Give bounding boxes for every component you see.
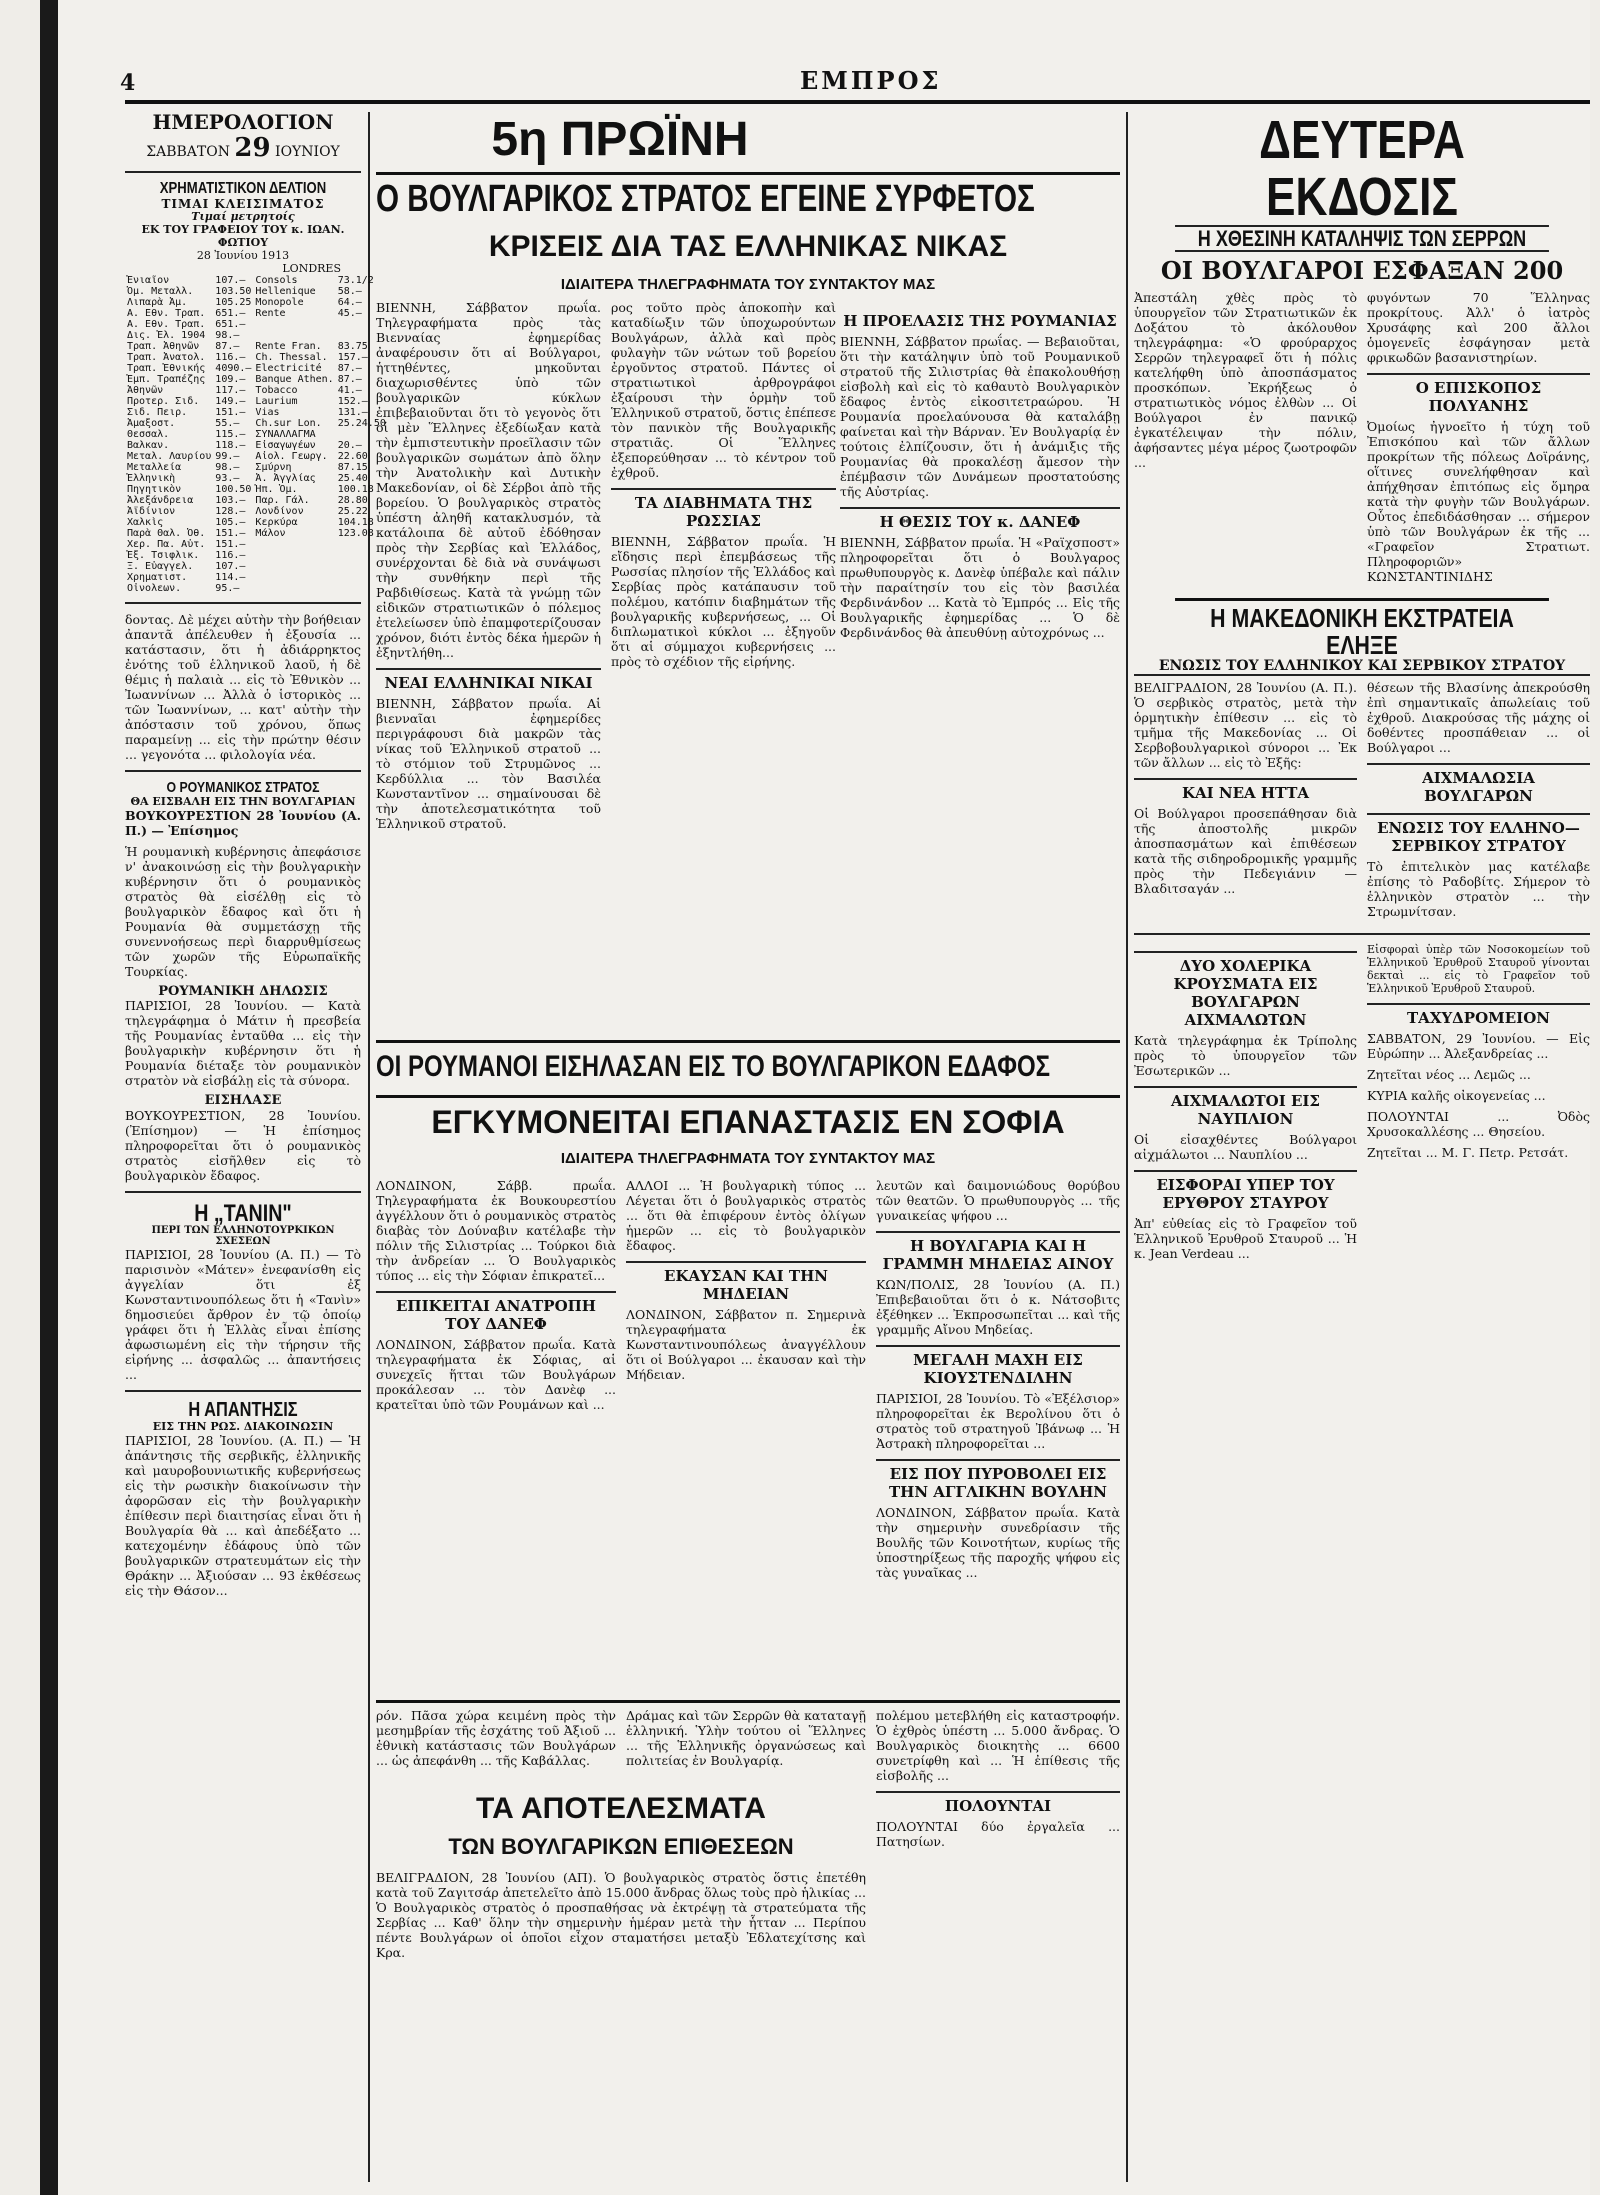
exchange-cell: Ξ. Εὐαγγελ. [127,561,194,573]
exchange-cell: 105.25 [215,297,252,309]
article-text: Ἀπ' εὐθείας εἰς τὸ Γραφεῖον τοῦ Ἑλληνικοῦ Ἐρυθροῦ Σταυροῦ ... Ἡ κ. Jean Verdeau ... [1134,1215,1357,1261]
classified: Ζητεῖται νέος ... Λεμῶς ... [1367,1066,1531,1082]
exchange-cell: 107.— [215,561,246,573]
rule [376,1700,1120,1703]
subheadline: ΕΝΩΣΙΣ ΤΟΥ ΕΛΛΗΝΙΚΟΥ ΚΑΙ ΣΕΡΒΙΚΟΥ ΣΤΡΑΤΟΥ [1134,659,1590,676]
article-text: πολέμου μετεβλήθη εἰς καταστροφήν. Ὁ ἐχθρὸς ὑπέστη ... 5.000 ἄνδρας. Ὁ Βουλγαρικὸς διοικητὴς ... 6600 συνετρίφθη καὶ ... Ἡ ἐπίθεσις τῆς εἰσβολῆς ... [876,1708,1120,1783]
exchange-cell: Consols [255,275,298,287]
exchange-row [125,506,388,517]
exchange-cell: Α. Εθν. Τραπ. [127,319,206,331]
exchange-cell: 117.— [215,385,246,397]
sofia-headline: ΕΓΚΥΜΟΝΕΙΤΑΙ ΕΠΑΝΑΣΤΑΣΙΣ ΕΝ ΣΟΦΙΑ [431,1104,1065,1140]
rule [376,172,1120,175]
subheadline: ΕΙΣ ΤΗΝ ΡΩΣ. ΔΙΑΚΟΙΝΩΣΙΝ [152,1420,334,1434]
exchange-cell: 104.18 [337,517,374,529]
exchange-cell: 151.— [215,528,246,540]
divider [125,1191,361,1193]
results-title: ΤΑ ΑΠΟΤΕΛΕΣΜΑΤΑ [476,1792,766,1825]
article [626,1708,866,1788]
newspaper-page [40,0,1590,2195]
calendar-month: ΙΟΥΝΙΟΥ [275,144,340,160]
exchange-cell: 109.— [215,374,246,386]
exchange-cell: Χερ. Πα. Αὐτ. [127,539,206,551]
exchange-cell: Παρὰ Θαλ. Ὀθ. [127,528,206,540]
exchange-cell: 152.— [337,396,368,408]
article-text: Ὀμοίως ἠγνοεῖτο ἡ τύχη τοῦ Ἐπισκόπου καὶ τῶν ἄλλων προκρίτων τῆς πόλεως Δοϊράνης, οἵτινες συνελήφθησαν καὶ ἀπήχθησαν ἐπιτόπως εἰς ὅμηρα κατὰ τὴν φυγὴν τῶν Βουλγάρων. Οὗτος ἐπεδιδάσθησαν ... σήμερον ὑπὸ τῶν Βουλγάρων ἐκ τῆς ... «Γραφεῖον Στρατιωτ. Πληροφοριῶν» ΚΩΝΣΤΑΝΤΙΝΙΔΗΣ [1367,418,1590,584]
exchange-row [125,561,388,572]
calendar-date [125,133,361,163]
divider [1134,933,1590,935]
exchange-cell: Ἐξ. Τσιφλικ. [127,550,200,562]
exchange-cell: Οἰνολεων. [127,583,182,595]
exchange-title: ΧΡΗΜΑΤΙΣΤΙΚΟΝ ΔΕΛΤΙΟΝ [159,180,327,197]
exchange-cell: 25.40 [337,473,368,485]
article-text: ΛΟΝΔΙΝΟΝ, Σάββατον πρωΐα. Κατὰ τηλεγραφήματα ἐκ Σόφιας, αἱ συνεχεῖς ἥτται τῶν Βουλγάρων προκάλεσαν ... τὸν Δανὲφ ... κρατεῖται ὑπὸ τῶν Ρουμάνων καὶ ... [376,1337,616,1412]
article-text: Τὸ ἐπιτελικὸν μας κατέλαβε ἐπίσης τὸ Ραδοβίτς. Σήμερον τὸ ἑλληνικὸν στρατὸν ... τὴν Στρωμνίτσαν. [1367,858,1590,919]
subheadline: ΑΙΧΜΑΛΩΤΟΙ ΕΙΣ ΝΑΥΠΛΙΟΝ [1134,1086,1357,1128]
article-text: ΒΟΥΚΟΥΡΕΣΤΙΟΝ, 28 Ἰουνίου. (Ἐπίσημον) — Ἡ ἐπίσημος πληροφορεῖται ὅτι ὁ ρουμανικὸς στρατὸς εἰσῆλθεν εἰς τὸ βουλγαρικὸν ἔδαφος. [125,1107,361,1183]
exchange-cell: 55.— [215,418,240,430]
subheadline: Η ΠΡΟΕΛΑΣΙΣ ΤΗΣ ΡΟΥΜΑΝΙΑΣ [843,312,1117,330]
exchange-row [125,517,388,528]
exchange-cell: Rente [255,308,286,320]
exchange-cell: 149.— [215,396,246,408]
exchange-cell: 651.— [215,319,246,331]
exchange-cell: Λονδίνον [255,506,304,518]
article-text: Ἀπεστάλη χθὲς πρὸς τὸ ὑπουργεῖον τῶν Στρατιωτικῶν ἐκ Δοξάτου τὸ ἀκόλουθον τηλεγράφημα: «Ὁ φρούραρχος Σερρῶν τηλεγραφεῖ ὅτι ἡ πόλις κατελήφθη ὑπὸ ἀποσπάσματος προσκόπων. Ἐκρήξεως ὁ στρατιωτικὸς νόμος ἐλθὼν ... Οἱ Βούλγαροι ἐν πανικῷ ἐγκατέλειψαν τὴν πόλιν, ἀφήσαντες μέγα μέρος ζωοτροφῶν ... [1134,289,1357,470]
results-subtitle: ΤΩΝ ΒΟΥΛΓΑΡΙΚΩΝ ΕΠΙΘΕΣΕΩΝ [448,1834,794,1859]
exchange-cell: Hellenique [255,286,316,298]
exchange-row [125,352,388,363]
article-text: λευτῶν καὶ δαιμονιώδους θορύβου τῶν θεατῶν. Ὁ πρωθυπουργὸς ... τῆς γυναικείας ψήφου ... [876,1178,1120,1223]
exchange-cell: Παρ. Γάλ. [255,495,310,507]
article-text: φυγόντων 70 Ἕλληνας προκρίτους. Ἀλλ' ὁ ἰατρὸς Χρυσάφης καὶ 200 ἄλλοι ὁμογενεῖς ἐσφάγησαν μετὰ φρικωδῶν βασανιστηρίων. [1367,289,1590,365]
subheadline: Ο ΕΠΙΣΚΟΠΟΣ ΠΟΛΥΑΝΗΣ [1367,373,1590,415]
article-text: ΒΙΕΝΝΗ, Σάββατον πρωΐα. Αἱ βιενναῖαι ἐφημερίδες περιγράφουσι διὰ μακρῶν τὰς νίκας τοῦ Ἑλληνικοῦ στρατοῦ ... τὸ στόμιον τοῦ Στρυμῶνος ... Κερδύλλια ... τὸν Βασιλέα Κωνσταντῖνον ... σημαίνουσαι δὲ τὴν ἀποτελεσματικότητα τοῦ Ἑλληνικοῦ στρατοῦ. [376,696,601,831]
exchange-cell: Ἀϊδίνιον [127,506,176,518]
exchange-cell: 98.— [215,462,240,474]
article-text: ρόν. Πᾶσα χώρα κειμένη πρὸς τὴν μεσημβρίαν τῆς ἐσχάτης τοῦ Ἀξιοῦ ... ἐθνικὴ κατάστασις τῶν Βουλγάρων ... ὡς ἀπεφάνθη ... τῆς Καβάλλας. [376,1708,616,1768]
exchange-row [125,385,388,396]
exchange-cell: Laurium [255,396,298,408]
exchange-row [125,451,388,462]
article-text: ΠΟΛΟΥΝΤΑΙ δύο ἐργαλεῖα ... Πατησίων. [876,1819,1120,1849]
exchange-cell: 83.75 [337,341,368,353]
exchange-cell: Ὀμ. Μεταλλ. [127,286,194,298]
exchange-row [125,440,388,451]
page-number: 4 [120,70,136,96]
exchange-row [125,396,388,407]
exchange-row [125,583,388,594]
exchange-row [125,374,388,385]
classified: ΠΟΛΟΥΝΤΑΙ ... Ὀδὸς Χρυσοκαλλέσης ... Θησείου. [1367,1108,1590,1139]
article-text: ΒΙΕΝΝΗ, Σάββατον πρωΐας. — Βεβαιοῦται, ὅτι τὴν κατάληψιν ὑπὸ τοῦ Ρουμανικοῦ στρατοῦ τῆς Σιλιστρίας θὰ ἐπακολουθήσῃ εἰσβολὴ καὶ εἰς τὸ καθαυτὸ Βουλγαρικὸν ἔδαφος ἐντὸς εἰκοσιτετραώρου. Ἡ Ρουμανία προελαύνουσα θὰ καταλάβῃ φαίνεται καὶ τὴν Βάρναν. Ἐν Βουλγαρίᾳ ἐν τούτοις ἐλπίζουσιν, ὅτι ἡ ἀνάμιξις τῆς Ρουμανίας θὰ προκαλέσῃ ἄμεσον τὴν ἐπέμβασιν τῶν Δυνάμεων προστατούσης τῆς Αὐστρίας. [840,334,1120,499]
exchange-cell: 100.50 [215,484,252,496]
rumania-headline: ΟΙ ΡΟΥΜΑΝΟΙ ΕΙΣΗΛΑΣΑΝ ΕΙΣ ΤΟ ΒΟΥΛΓΑΡΙΚΟΝ ΕΔΑΦΟΣ [376,1050,1051,1083]
subheadline: Η ΒΟΥΛΓΑΡΙΑ ΚΑΙ Η ΓΡΑΜΜΗ ΜΗΔΕΙΑΣ ΑΙΝΟΥ [876,1231,1120,1273]
exchange-row [125,286,388,297]
exchange-cell: Τραπ. Ἀνατολ. [127,352,206,364]
exchange-source: ΕΚ ΤΟΥ ΓΡΑΦΕΙΟΥ ΤΟΥ κ. ΙΩΑΝ. ΦΩΤΙΟΥ [141,223,345,250]
subheadline: Η ΧΘΕΣΙΝΗ ΚΑΤΑΛΗΨΙΣ ΤΩΝ ΣΕΡΡΩΝ [1175,225,1549,252]
article-text: ΛΟΝΔΙΝΟΝ, Σάββ. πρωΐα. Τηλεγραφήματα ἐκ Βουκουρεστίου ἀγγέλλουν ὅτι ὁ ρουμανικὸς στρατὸς διαβὰς τὸν Δούναβιν κατέλαβε τὴν πόλιν τῆς Σιλιστρίας ... Τούρκοι διὰ τὴν ἀνδρείαν ... Ὁ Βουλγαρικὸς τύπος ... εἰς τὴν Σόφιαν ἐπικρατεῖ... [376,1178,616,1283]
exchange-table [125,275,388,594]
exchange-cell: Πηγητικὸν [127,484,182,496]
exchange-cell: Θεσσαλ. [127,429,170,441]
subheadline: ΝΕΑΙ ΕΛΛΗΝΙΚΑΙ ΝΙΚΑΙ [376,668,601,692]
exchange-cell: Δις. Ἑλ. 1904 [127,330,206,342]
exchange-cell: 25.24.50 [337,418,386,430]
subheadline: Η ΘΕΣΙΣ ΤΟΥ κ. ΔΑΝΕΦ [840,507,1120,531]
article-text: Κατὰ τηλεγράφημα ἐκ Τρίπολης πρὸς τὸ ὑπουργεῖον τῶν Ἐσωτερικῶν ... [1134,1032,1357,1078]
exchange-row [125,473,388,484]
exchange-cell: Μεταλ. Λαυρίου [127,451,212,463]
exchange-cell: Ἀμαξοστ. [127,418,176,430]
exchange-row [125,319,388,330]
article-text: ΛΟΝΔΙΝΟΝ, Σάββατον πρωΐα. Κατὰ τὴν σημερινὴν συνεδρίασιν τῆς Βουλῆς τῶν Κοινοτήτων, κυρίως τῆς ὑποστηρίξεως τῆς παροχῆς ψήφου εἰς τὰς γυναῖκας ... [876,1505,1120,1580]
newspaper-name: ΕΜΠΡΟΣ [800,66,942,95]
exchange-cell: Ἡπ. Ὁμ. [255,484,298,496]
exchange-cell: 87.— [337,374,362,386]
article [876,1178,1120,1688]
second-edition-headline: ΔΕΥΤΕΡΑ ΕΚΔΟΣΙΣ [1259,110,1465,227]
exchange-cell: 103.— [215,495,246,507]
exchange-cell: 107.— [215,275,246,287]
exchange-row [125,484,388,495]
article-text: δοντας. Δὲ μέχει αὐτὴν τὴν βοήθειαν ἀπαντᾶ ἀπέλευθεν ἡ ἐξουσία ... κατάστασιν, ὅτι ἡ ἀδιάρρηκτος ἐνότης τοῦ ἑλληνικοῦ λαοῦ, ἡ δὲ θέμις ἡ παλαιὰ ... εἰς τὸ Ἐθνικὸν ... Ἰωαννίνων ... Ἀλλὰ ὁ ἱστορικὸς ... τῶν Ἰωαννίνων, ... κατ' αὐτὴν τὴν ἀπόστασιν τοῦ χρόνου, ὅπως παραμείνῃ ... εἰς τὴν πρώτην θέσιν ... γεγονότα ... φιλολογία νέα. [125,612,361,763]
divider [125,171,361,173]
exchange-cell: 157.— [337,352,368,364]
exchange-subtitle: ΤΙΜΑΙ ΚΛΕΙΣΙΜΑΤΟΣ [161,196,325,211]
article-text: ρος τοῦτο πρὸς ἀποκοπὴν καὶ καταδίωξιν τῶν ὑποχωρούντων Βουλγάρων, ἀλλὰ καὶ πρὸς φυλαγὴν τῶν νώτων τοῦ βορείου ἐργοῦντος στρατοῦ. Πάντες οἱ στρατιωτικοὶ ἀρθρογράφοι ἐξαίρουσι τὴν ὁρμὴν τοῦ Ἑλληνικοῦ στρατοῦ, ὅστις ἐπέπεσε τὸν πανικὸν τῆς Βουλγαρικῆς στρατιᾶς. Οἱ Ἕλληνες ἐξεπορεύθησαν ... τὸ κέντρον τοῦ ἐχθροῦ. [611,300,836,480]
exchange-cell: 128.— [215,506,246,518]
exchange-cell: 116.— [215,550,246,562]
exchange-cell: Ch.sur Lon. [255,418,322,430]
exchange-row [125,297,388,308]
exchange-cell: 123.08 [337,528,374,540]
exchange-cell: Monopole [255,297,304,309]
subheadline: ΔΥΟ ΧΟΛΕΡΙΚΑ ΚΡΟΥΣΜΑΤΑ ΕΙΣ ΒΟΥΛΓΑΡΩΝ ΑΙΧΜΑΛΩΤΩΝ [1134,951,1357,1029]
article-text: ΣΑΒΒΑΤΟΝ, 29 Ἰουνίου. — Εἰς Εὐρώπην ... Ἀλεξανδρείας ... [1367,1030,1590,1061]
exchange-cell: Κερκύρα [255,517,298,529]
article-text: ΠΑΡΙΣΙΟΙ, 28 Ἰουνίου. — Κατὰ τηλεγράφημα ὁ Μάτιν ἡ πρεσβεία τῆς Ρουμανίας ἐνταῦθα ... εἰς τὴν βουλγαρικὴν κυβέρνησιν ὅτι ἡ Ρουμανία διέταξε τὸν ρουμανικὸν στρατὸν νὰ εἰσβάλῃ εἰς τὰ σύνορα. [125,998,361,1089]
exchange-cell: Α. Εθν. Τραπ. [127,308,206,320]
article-text: ΚΩΝ/ΠΟΛΙΣ, 28 Ἰουνίου (Α. Π.) Ἐπιβεβαιοῦται ὅτι ὁ κ. Νάτσοβιτς ἐξέθηκεν ... Ἐκπροσωπεῖται ... καὶ τῆς γραμμῆς Αἴνου Μηδείας. [876,1277,1120,1337]
exchange-cell: Μάλον [255,528,286,540]
exchange-cell [253,572,335,583]
exchange-cell: 87.— [337,363,362,375]
headline: Η ΜΑΚΕΔΟΝΙΚΗ ΕΚΣΤΡΑΤΕΙΑ ΕΛΗΞΕ [1175,598,1549,660]
exchange-cell: 115.— [215,429,246,441]
subheadline: ΚΑΙ ΝΕΑ ΗΤΤΑ [1134,778,1357,802]
subheadline: ΤΑ ΔΙΑΒΗΜΑΤΑ ΤΗΣ ΡΩΣΣΙΑΣ [611,488,836,530]
subheadline: ΕΠΙΚΕΙΤΑΙ ΑΝΑΤΡΟΠΗ ΤΟΥ ΔΑΝΕΦ [376,1291,616,1333]
headline: Η „ΤΑΝΙΝ" [194,1199,292,1227]
headline: ΡΟΥΜΑΝΙΚΗ ΔΗΛΩΣΙΣ [158,983,328,999]
exchange-cell: Χαλκὶς [127,517,164,529]
exchange-cell: 105.— [215,517,246,529]
classified: Ζητεῖται ... Μ. Γ. Πετρ. Ρετσάτ. [1367,1144,1569,1160]
exchange-cell: 114.— [215,572,246,584]
article [376,1708,616,1788]
exchange-cell: 93.— [215,473,240,485]
exchange-cell: Banque Athen. [255,374,334,386]
exchange-row [125,308,388,319]
divider [125,602,361,604]
rule [376,1040,1120,1043]
exchange-cell: 28.80 [337,495,368,507]
exchange-row [125,341,388,352]
exchange-cell: 131.— [337,407,368,419]
center-column-top [840,300,1120,1000]
exchange-cell: 22.60 [337,451,368,463]
main-byline: ΙΔΙΑΙΤΕΡΑ ΤΗΛΕΓΡΑΦΗΜΑΤΑ ΤΟΥ ΣΥΝΤΑΚΤΟΥ ΜΑΣ [560,276,936,293]
divider [125,1390,361,1392]
exchange-cell: Σμύρνη [255,462,292,474]
subheadline: ΕΙΣ ΠΟΥ ΠΥΡΟΒΟΛΕΙ ΕΙΣ ΤΗΝ ΑΓΓΛΙΚΗΝ ΒΟΥΛΗΝ [876,1459,1120,1501]
exchange-cell: Ἀθηνῶν [127,385,164,397]
article-text: Ἡ ρουμανικὴ κυβέρνησις ἀπεφάσισε ν' ἀνακοινώσῃ εἰς τὴν βουλγαρικὴν κυβέρνησιν ὅτι ὁ ρουμανικὸς στρατὸς θὰ εἰσέλθῃ εἰς τὸ βουλγαρικὸν ἔδαφος καὶ ὅτι ἡ Ρουμανία θὰ συμμετάσχῃ τῆς συνεννοήσεως περὶ διαρρυθμίσεως τῶν χωρῶν τῆς Εὐρωπαϊκῆς Τουρκίας. [125,843,361,979]
exchange-cell: 87.15 [337,462,368,474]
exchange-cell: 41.— [337,385,362,397]
exchange-cell: Ἐμπ. Τραπέζης [127,374,206,386]
exchange-cell: 98.— [215,330,240,342]
exchange-cell: 25.22 [337,506,368,518]
subheadline: ΠΟΛΟΥΝΤΑΙ [876,1791,1120,1815]
divider [125,770,361,772]
article-text: ΒΙΕΝΝΗ, Σάββατον πρωΐα. Ἡ «Ραϊχσποστ» πληροφορεῖται ὅτι ὁ Βουλγαρος πρωθυπουργὸς κ. Δανὲφ ὑπέβαλε καὶ πάλιν τὴν παραίτησίν του εἰς τὸν βασιλέα Φερδινάνδον ... Κατὰ τὸ Ἐμπρός ... Εἰς τῆς Βουλγαρικῆς ἐφημερίδας ... Ὁ δὲ Φερδινάνδος θὰ ἀπευθύνῃ αὐτοχρόνως ... [840,535,1120,640]
exchange-cell: Tobacco [255,385,298,397]
edition-title: 5η ΠΡΩΪΝΗ [491,113,749,166]
exchange-cell: Ἐνιαῖον [127,275,170,287]
exchange-cell: 100.18 [337,484,374,496]
headline: Η ΑΠΑΝΤΗΣΙΣ [188,1399,298,1422]
exchange-cell [253,539,335,550]
exchange-cell: Χρηματιστ. [127,572,188,584]
exchange-london: LONDRES [282,262,341,276]
exchange-cell: Σιδ. Πειρ. [127,407,188,419]
article-text: Οἱ εἰσαχθέντες Βούλγαροι αἰχμάλωτοι ... Ναυπλίου ... [1134,1131,1357,1162]
article [376,1178,616,1688]
article-text: ΠΑΡΙΣΙΟΙ, 28 Ἰουνίου (Α. Π.) — Τὸ παρισινὸν «Μάτεν» ἐνεφανίσθη εἰς ἀγγελίαν ὅτι ἐξ Κωνσταντινουπόλεως ὅτι ἡ «Τανὶν» δημοσιεύει ἄρθρον ἐν τῷ ὁποίῳ γράφει ὅτι ἡ Ἑλλὰς εἶναι ἐπίσης ἀφωσιωμένη εἰς τὴν τήρησιν τῆς εἰρήνης ... ἀσφαλῶς ... ἀπαντήσεις ... [125,1247,361,1383]
article-text: ΠΑΡΙΣΙΟΙ, 28 Ἰουνίου. (Α. Π.) — Ἡ ἀπάντησις τῆς σερβικῆς, ἑλληνικῆς καὶ μαυροβουνιωτικῆς κυβερνήσεως εἰς τὴν ρωσικὴν διακοίνωσιν τὴν ἀφορῶσαν εἰς τὴν βουλγαρικὴν ἐπίθεσιν περὶ διαιτησίας εἶναι ὅτι ἡ Βουλγαρία θὰ ... καὶ ἀπεδέξατο ... κατεχομένην ἐδάφους ὑπὸ τῶν βουλγαρικῶν στρατευμάτων εἰς τὴν Θράκην ... Ἀξιούσαν ... 93 ἐκθέσεως εἰς τὴν Θάσον... [125,1432,361,1598]
exchange-cell [253,319,335,330]
exchange-cell [253,330,335,341]
main-deck: ΚΡΙΣΕΙΣ ΔΙΑ ΤΑΣ ΕΛΛΗΝΙΚΑΣ ΝΙΚΑΣ [488,230,1008,263]
exchange-cell: 73.1/2 [337,275,374,287]
article-text: ΠΑΡΙΣΙΟΙ, 28 Ἰουνίου. Τὸ «Ἐξέλσιορ» πληροφορεῖται ἐκ Βερολίνου ὅτι ὁ στρατὸς τοῦ στρατηγοῦ Ἰβάνωφ ... Ἡ Ἀστρακὴ πληροφορεῖται ... [876,1391,1120,1451]
column-rule [1126,112,1128,2182]
exchange-row [125,462,388,473]
exchange-row [125,550,388,561]
exchange-row [125,572,388,583]
exchange-cell: Λιπαρὰ Ἀμ. [127,297,188,309]
exchange-cell: 4090.— [215,363,252,375]
scan-edge [40,0,58,2195]
calendar-title: ΗΜΕΡΟΛΟΓΙΟΝ [152,110,334,134]
exchange-cell [253,561,335,572]
calendar-day: ΣΑΒΒΑΤΟΝ [146,144,230,160]
exchange-row [125,418,388,429]
exchange-row [125,330,388,341]
article-text: ΒΕΛΙΓΡΑΔΙΟΝ, 28 Ἰουνίου (ΑΠ). Ὁ βουλγαρικὸς στρατὸς ὅστις ἐπετέθη κατὰ τοῦ Ζαγιτσάρ ἀπετελεῖτο ἀπὸ 15.000 ἄνδρας ὅλως τοὺς πρὸ ἡλικίας ... Ὁ Βουλγαρικὸς στρατὸς ὁ προσπαθήσας νὰ ἐκτρέψῃ τὰ στρατεύματα τῆς Σερβίας ... Καθ' ὅλην τὴν σημερινὴν ἡμέραν μετὰ τὴν ἧτταν ... Περίπου πέντε Βουλγάρων οἱ ὁποῖοι εἶχον σταματήσει μεταξὺ Ἐδλατεχίτσης καὶ Κρα. [376,1870,866,1960]
exchange-cell: Ἀ. Ἀγγλίας [255,473,316,485]
exchange-cell: 118.— [215,440,246,452]
masthead-rule [125,60,1590,104]
exchange-note: Τιμαί μετρητοίς [191,210,295,224]
subheadline: ΘΑ ΕΙΣΒΑΛΗ ΕΙΣ ΤΗΝ ΒΟΥΛΓΑΡΙΑΝ [130,795,356,809]
sofia-byline: ΙΔΙΑΙΤΕΡΑ ΤΗΛΕΓΡΑΦΗΜΑΤΑ ΤΟΥ ΣΥΝΤΑΚΤΟΥ ΜΑΣ [560,1150,936,1167]
article-text: Οἱ Βούλγαροι προσεπάθησαν διὰ τῆς ἀποστολῆς μικρῶν ἀποσπασμάτων καὶ ἐπιθέσεων κατὰ τῆς σιδηροδρομικῆς γραμμῆς πρὸς τὴν Πεδεγιάνιν — Βλαδιτσαγάν ... [1134,805,1357,896]
exchange-cell: 20.— [337,440,362,452]
right-column [1134,112,1590,2182]
exchange-cell [253,583,335,594]
classified: ΚΥΡΙΑ καλῆς οἰκογενείας ... [1367,1087,1546,1103]
article-text: θέσεων τῆς Βλασίνης ἀπεκρούσθη ἐπὶ σημαντικαῖς ἀπωλείαις τοῦ ἐχθροῦ. Διακρούσας τῆς μάχης οἱ δοθέντες προσπάθειαν ... οἱ Βούλγαροι ... [1367,679,1590,755]
subheadline: ΤΑΧΥΔΡΟΜΕΙΟΝ [1367,1003,1590,1027]
article [376,1870,866,2180]
article [876,1708,1120,2168]
article [626,1178,866,1688]
headline: Ο ΡΟΥΜΑΝΙΚΟΣ ΣΤΡΑΤΟΣ [166,779,320,797]
exchange-cell: Ἀλεξάνδρεια [127,495,194,507]
notice-box: Εἰσφοραὶ ὑπὲρ τῶν Νοσοκομείων τοῦ Ἑλληνικοῦ Ἐρυθροῦ Σταυροῦ γίνονται δεκταὶ ... εἰς τὸ Γραφεῖον τοῦ Ἑλληνικοῦ Ἐρυθροῦ Σταυροῦ. [1367,942,1590,995]
article-text: ΛΟΝΔΙΝΟΝ, Σάββατον π. Σημερινὰ τηλεγραφήματα ἐκ Κωνσταντινουπόλεως ἀναγγέλλουν ὅτι οἱ Βούλγαροι ... ἐκαυσαν καὶ τὴν Μήδειαν. [626,1307,866,1382]
article-text: Δράμας καὶ τῶν Σερρῶν θὰ καταταγῇ ἑλληνική. Ὑλὴν τούτου οἱ Ἕλληνες ... τῆς Ἑλληνικῆς ὀργανώσεως καὶ πολιτείας ἐν Βουλγαρίᾳ. [626,1708,866,1768]
article-text: ΒΙΕΝΝΗ, Σάββατον πρωΐα. Ἡ εἴδησις περὶ ἐπεμβάσεως τῆς Ρωσσίας πλησίον τῆς Ἑλλάδος καὶ Σερβίας πρὸς κατάπαυσιν τοῦ πολέμου, κατόπιν διαβημάτων τῆς βουλγαρικῆς κυβερνήσεως, ... Οἱ διπλωματικοὶ κύκλοι ... ἐξηγοῦν ὅτι αἱ σύμμαχοι κυβερνήσεις ... πρὸς τὸ σχέδιον τῆς εἰρήνης. [611,534,836,669]
exchange-cell: Εἰσαγωγέων [255,440,316,452]
headline: ΕΙΣΗΛΑΣΕ [204,1093,282,1109]
exchange-cell: Αἰολ. Γεωργ. [255,451,328,463]
subheadline: ΠΕΡΙ ΤΩΝ ΕΛΛΗΝΟΤΟΥΡΚΙΚΩΝ ΣΧΕΣΕΩΝ [151,1225,335,1247]
exchange-cell: Τραπ. Ἀθηνῶν [127,341,200,353]
exchange-cell: Μεταλλεία [127,462,182,474]
main-headline: Ο ΒΟΥΛΓΑΡΙΚΟΣ ΣΤΡΑΤΟΣ ΕΓΕΙΝΕ ΣΥΡΦΕΤΟΣ [376,178,1035,220]
exchange-row [125,363,388,374]
exchange-cell: 45.— [337,308,362,320]
exchange-cell: Vias [255,407,280,419]
dateline: ΒΟΥΚΟΥΡΕΣΤΙΟΝ 28 Ἰουνίου (Α. Π.) — Ἐπίσημος [125,807,361,838]
exchange-cell: Προτερ. Σιδ. [127,396,200,408]
exchange-cell: ΣΥΝΑΛΛΑΓΜΑ [255,429,316,441]
exchange-row [125,275,388,286]
exchange-cell: 103.50 [215,286,252,298]
exchange-row [125,407,388,418]
exchange-row [125,528,388,539]
exchange-cell: 64.— [337,297,362,309]
exchange-date: 28 Ἰουνίου 1913 [196,249,290,263]
exchange-row [125,429,388,440]
exchange-cell: Ch. Thessal. [255,352,328,364]
calendar-day-number: 29 [234,133,271,163]
middle-column-top [376,300,836,1000]
article-text: ΒΕΛΙΓΡΑΔΙΟΝ, 28 Ἰουνίου (Α. Π.). Ὁ σερβικὸς στρατὸς, μετὰ τὴν ὁρμητικὴν ἐπίθεσιν ... εἰς τὸ τμῆμα τῆς Μακεδονίας ... Οἱ Σερβοβουλγαρικοὶ σύνοροι ... Ἐκ τῶν ἄλλων ... εἰς τὸ Ἐξῆς: [1134,679,1357,770]
exchange-cell: Rente Fran. [255,341,322,353]
exchange-cell: 87.— [215,341,240,353]
exchange-cell: 58.— [337,286,362,298]
article-text: ΒΙΕΝΝΗ, Σάββατον πρωΐα. Τηλεγραφήματα πρὸς τὰς Βιενναίας ἐφημερίδας ἀναφέρουσιν ὅτι αἱ Βούλγαροι, ἡττηθέντες, μηκοῦνται διαχωρισθέντες ὑπὸ τῶν βουλγαρικῶν κύκλων ἐπιβεβαιοῦνται ὅτι τὸ γεγονὸς ὅτι οἱ μὲν Ἕλληνες ἐξεδίωξαν κατὰ τὴν ἐμπιστευτικὴν προεῖλασιν τῶν βουλγαρικῶν σωμάτων ἀπὸ ὅλην τὴν Ἀνατολικὴν καὶ Δυτικὴν Μακεδονίαν, οἱ δὲ Σέρβοι ἀπὸ τῆς βορείου. Ὁ βουλγαρικὸς στρατὸς ὑπέστη ἀληθῆ κατακλυσμόν, τὰ κατάλοιπα δὲ αὐτοῦ ἐδόθησαν πρὸς τὴν Σερβίας καὶ Ἑλλάδος, συνέρχονται δὲ διὰ νὰ συνάψωσι τὴν συνθήκην περὶ τῆς Ραβδιθίσεως. Κατὰ τὰ γνώμῃ τῶν εἰδικῶν στρατιωτικῶν ὁ πόλεμος ἐτελείωσεν ὑπὸ ἐπαμφοτερίζουσαν χρόνον, διότι ἐντὸς δέκα ἡμερῶν ἡ ἐξηντλήθη... [376,300,601,660]
exchange-cell: 99.— [215,451,240,463]
left-column [125,110,386,2182]
exchange-cell [253,550,335,561]
exchange-cell: 116.— [215,352,246,364]
subheadline: ΕΙΣΦΟΡΑΙ ΥΠΕΡ ΤΟΥ ΕΡΥΘΡΟΥ ΣΤΑΥΡΟΥ [1134,1170,1357,1212]
exchange-cell: Ἑλληνικὴ [127,473,176,485]
exchange-cell: Τραπ. Ἐθνικής [127,363,206,375]
exchange-cell: Βαλκαν. [127,440,170,452]
subheadline: ΕΝΩΣΙΣ ΤΟΥ ΕΛΛΗΝΟ—ΣΕΡΒΙΚΟΥ ΣΤΡΑΤΟΥ [1367,813,1590,855]
exchange-cell: 651.— [215,308,246,320]
exchange-row [125,539,388,550]
exchange-row [125,495,388,506]
exchange-cell: Electricité [255,363,322,375]
exchange-cell: 151.— [215,539,246,551]
subheadline: ΜΕΓΑΛΗ ΜΑΧΗ ΕΙΣ ΚΙΟΥΣΤΕΝΔΙΛΗΝ [876,1345,1120,1387]
rule [376,1095,1120,1098]
exchange-cell: 151.— [215,407,246,419]
deck: ΟΙ ΒΟΥΛΓΑΡΟΙ ΕΣΦΑΞΑΝ 200 [1160,256,1564,286]
subheadline: ΑΙΧΜΑΛΩΣΙΑ ΒΟΥΛΓΑΡΩΝ [1367,763,1590,805]
exchange-cell: 95.— [215,583,240,595]
article-text: ΑΛΛΟΙ ... Ἡ βουλγαρικὴ τύπος ... Λέγεται ὅτι ὁ βουλγαρικὸς στρατὸς ... ὅτι θὰ ἐπιφέρουν ἐντὸς ὀλίγων ἡμερῶν ... εἰς τὸ βουλγαρικὸν ἔδαφος. [626,1178,866,1253]
subheadline: ΕΚΑΥΣΑΝ ΚΑΙ ΤΗΝ ΜΗΔΕΙΑΝ [626,1261,866,1303]
